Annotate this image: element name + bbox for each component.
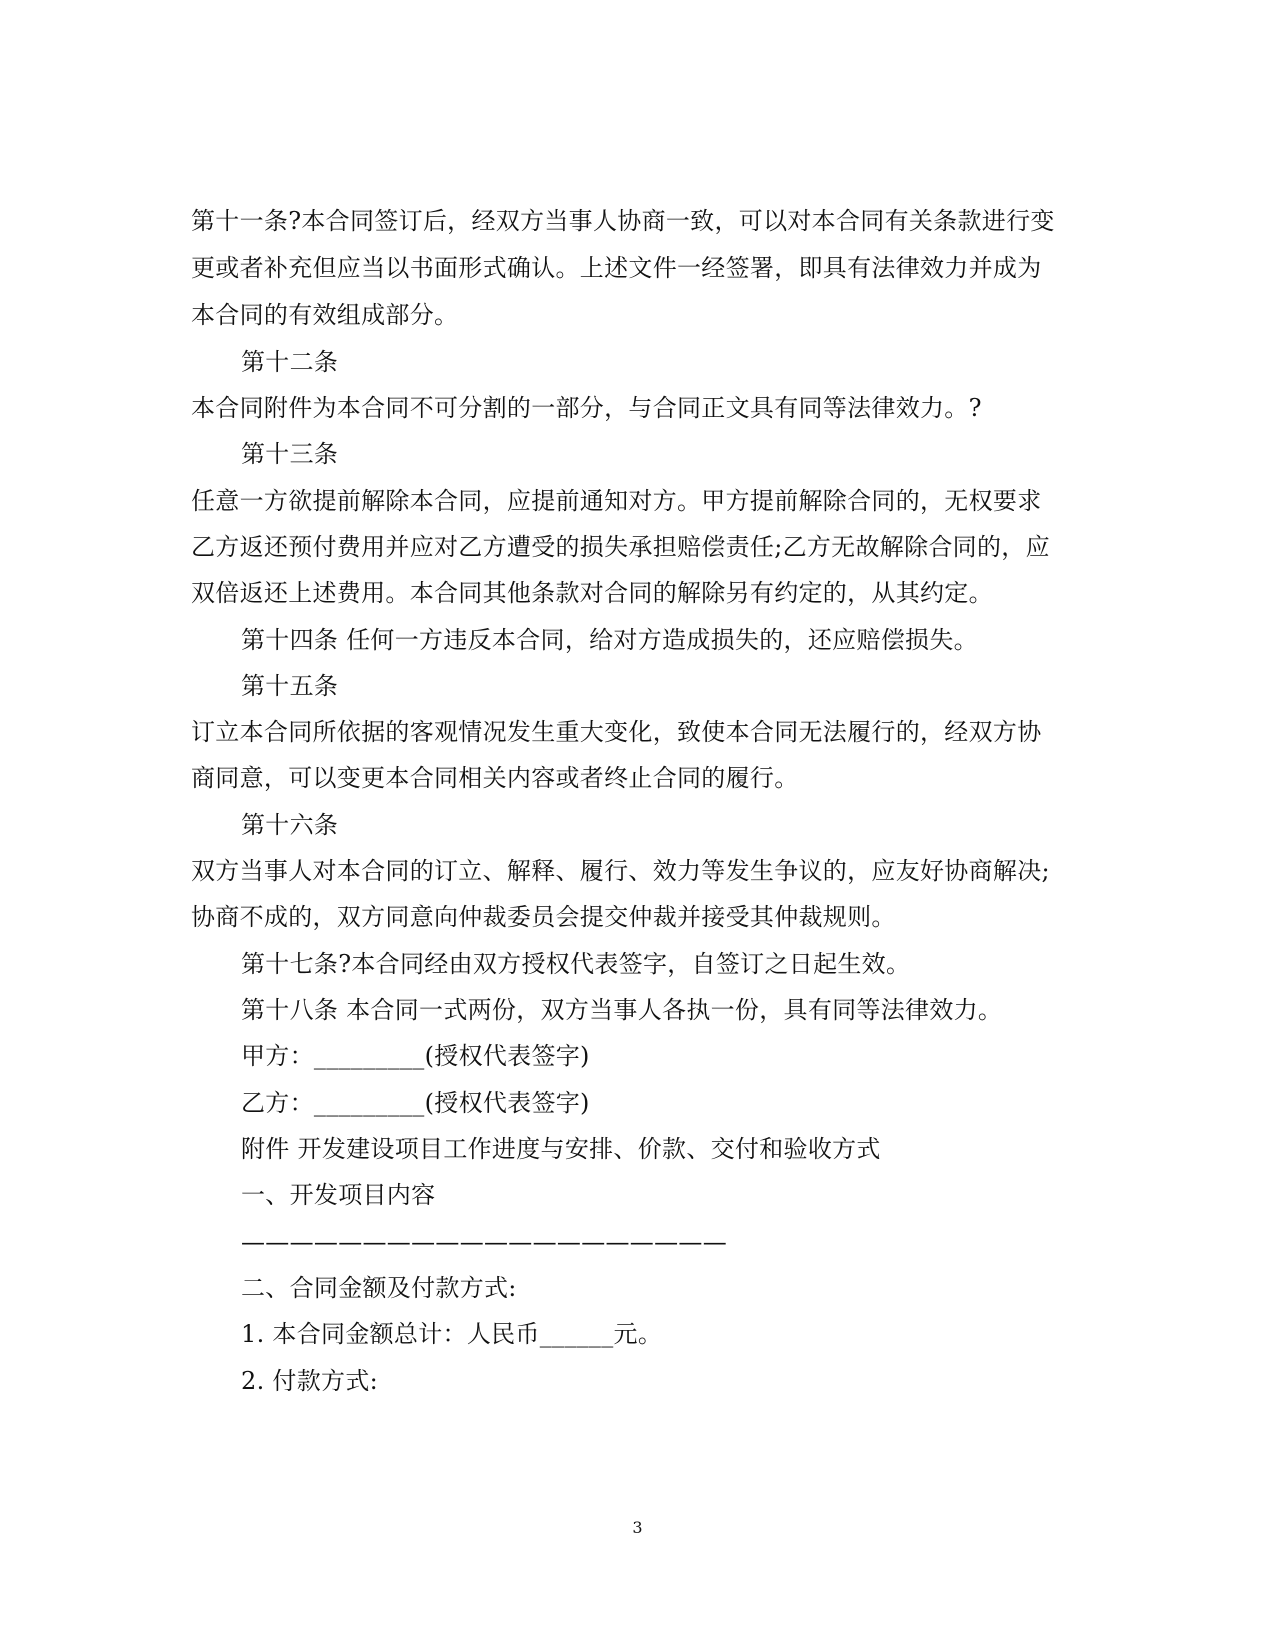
page-number: 3	[632, 1518, 643, 1537]
clause-16-line-1: 双方当事人对本合同的订立、解释、履行、效力等发生争议的，应友好协商解决;	[191, 857, 1050, 885]
section-1-blank-line: ————————————————————	[241, 1228, 727, 1256]
clause-18: 第十八条 本合同一式两份，双方当事人各执一份，具有同等法律效力。	[241, 996, 1003, 1024]
clause-11-line-1: 第十一条?本合同签订后，经双方当事人协商一致，可以对本合同有关条款进行变	[191, 207, 1055, 235]
party-a-signature: 甲方：_________(授权代表签字)	[241, 1042, 590, 1070]
clause-13-heading: 第十三条	[241, 440, 339, 468]
clause-15-line-2: 商同意，可以变更本合同相关内容或者终止合同的履行。	[191, 764, 799, 792]
section-1-heading: 一、开发项目内容	[241, 1181, 436, 1209]
clause-14: 第十四条 任何一方违反本合同，给对方造成损失的，还应赔偿损失。	[241, 626, 978, 654]
clause-12-heading: 第十二条	[241, 348, 339, 376]
party-b-signature: 乙方：_________(授权代表签字)	[241, 1089, 590, 1117]
clause-16-heading: 第十六条	[241, 811, 339, 839]
clause-16-line-2: 协商不成的，双方同意向仲裁委员会提交仲裁并接受其仲裁规则。	[191, 903, 896, 931]
clause-13-line-3: 双倍返还上述费用。本合同其他条款对合同的解除另有约定的，从其约定。	[191, 579, 993, 607]
clause-12-body: 本合同附件为本合同不可分割的一部分，与合同正文具有同等法律效力。?	[191, 394, 982, 422]
contract-amount-item: 1. 本合同金额总计：人民币______元。	[241, 1320, 663, 1348]
clause-15-heading: 第十五条	[241, 672, 339, 700]
clause-11-line-2: 更或者补充但应当以书面形式确认。上述文件一经签署，即具有法律效力并成为	[191, 254, 1042, 282]
clause-11-line-3: 本合同的有效组成部分。	[191, 301, 459, 329]
clause-17: 第十七条?本合同经由双方授权代表签字，自签订之日起生效。	[241, 950, 911, 978]
payment-method-item: 2. 付款方式:	[241, 1367, 379, 1395]
clause-15-line-1: 订立本合同所依据的客观情况发生重大变化，致使本合同无法履行的，经双方协	[191, 718, 1042, 746]
clause-13-line-2: 乙方返还预付费用并应对乙方遭受的损失承担赔偿责任;乙方无故解除合同的，应	[191, 533, 1050, 561]
clause-13-line-1: 任意一方欲提前解除本合同，应提前通知对方。甲方提前解除合同的，无权要求	[191, 487, 1042, 515]
appendix-title: 附件 开发建设项目工作进度与安排、价款、交付和验收方式	[241, 1135, 881, 1163]
section-2-heading: 二、合同金额及付款方式:	[241, 1274, 517, 1302]
